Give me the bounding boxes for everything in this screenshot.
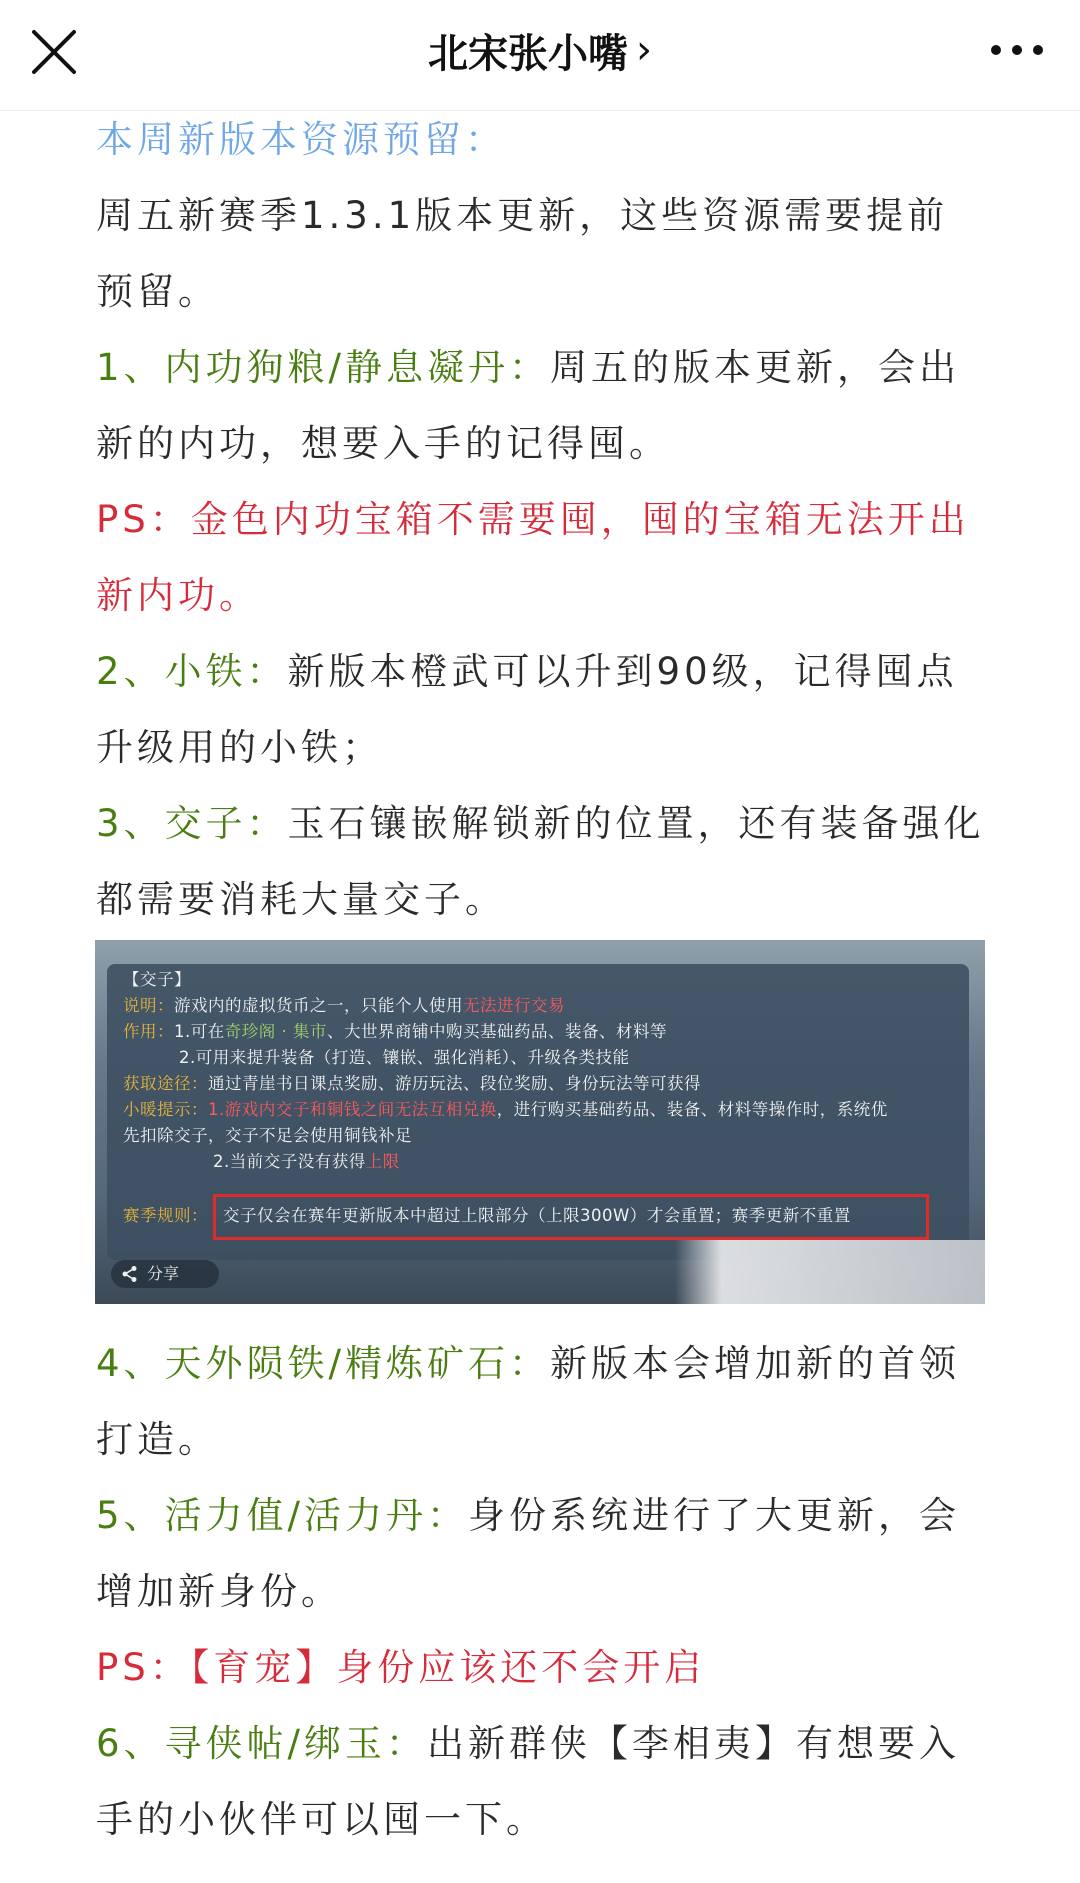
game-screenshot[interactable] <box>95 940 985 1304</box>
item-6-label: 6、寻侠帖/绑玉： <box>96 1722 428 1765</box>
item-4-text: 新版本会增加新的首领打造。 <box>96 1342 961 1461</box>
info-get: 获取途径：通过青崖书日课点奖励、游历玩法、段位奖励、身份玩法等可获得 <box>123 1074 701 1093</box>
item-2-label: 2、小铁： <box>96 650 288 693</box>
item-6 <box>96 1706 986 1858</box>
share-label: 分享 <box>147 1264 180 1283</box>
info-rule: 赛季规则： <box>123 1206 208 1225</box>
highlight-box <box>213 1194 929 1240</box>
info-desc: 说明：游戏内的虚拟货币之一，只能个人使用无法进行交易 <box>123 996 565 1015</box>
item-1-text: 周五的版本更新，会出新的内功，想要入手的记得囤。 <box>96 346 961 465</box>
blurred-area <box>675 1240 985 1304</box>
item-2 <box>96 634 986 786</box>
ps-note-1: PS：金色内功宝箱不需要囤，囤的宝箱无法开出新内功。 <box>96 498 970 617</box>
item-2-text: 新版本橙武可以升到90级，记得囤点升级用的小铁； <box>96 650 958 769</box>
article-body-continued <box>96 1326 986 1858</box>
article-body <box>96 102 986 938</box>
chevron-right-icon: › <box>636 27 652 73</box>
more-icon[interactable] <box>982 30 1052 70</box>
item-3-label: 3、交子： <box>96 802 288 845</box>
item-1 <box>96 330 986 482</box>
share-button[interactable] <box>111 1260 219 1288</box>
item-3-text: 玉石镶嵌解锁新的位置，还有装备强化都需要消耗大量交子。 <box>96 802 985 921</box>
info-use-1: 作用：1.可在奇珍阁 · 集市、大世界商铺中购买基础药品、装备、材料等 <box>123 1022 667 1041</box>
ps-note-2: PS：【育宠】身份应该还不会开启 <box>96 1646 706 1689</box>
page-title: 北宋张小嘴 <box>428 30 628 77</box>
info-use-2: 2.可用来提升装备（打造、镶嵌、强化消耗）、升级各类技能 <box>179 1048 630 1067</box>
item-4 <box>96 1326 986 1478</box>
share-icon <box>121 1265 139 1283</box>
info-tip-1: 小暖提示：1.游戏内交子和铜钱之间无法互相兑换，进行购买基础药品、装备、材料等操作时，系统优 <box>123 1100 888 1119</box>
item-5-text: 身份系统进行了大更新，会增加新身份。 <box>96 1494 961 1613</box>
info-title: 【交子】 <box>123 970 191 989</box>
item-1-label: 1、内功狗粮/静息凝丹： <box>96 346 551 389</box>
item-4-label: 4、天外陨铁/精炼矿石： <box>96 1342 551 1385</box>
item-3 <box>96 786 986 938</box>
top-bar <box>0 0 1080 111</box>
account-title-link[interactable] <box>0 0 1080 100</box>
intro-paragraph: 周五新赛季1.3.1版本更新，这些资源需要提前预留。 <box>96 194 949 313</box>
info-tip-2: 2.当前交子没有获得上限 <box>213 1152 400 1171</box>
article-heading: 本周新版本资源预留： <box>96 118 506 161</box>
item-5-label: 5、活力值/活力丹： <box>96 1494 469 1537</box>
item-5 <box>96 1478 986 1630</box>
info-rule-text: 交子仅会在赛年更新版本中超过上限部分（上限300W）才会重置；赛季更新不重置 <box>223 1206 851 1225</box>
item-6-text: 出新群侠【李相夷】有想要入手的小伙伴可以囤一下。 <box>96 1722 961 1841</box>
info-tip-1-cont: 先扣除交子，交子不足会使用铜钱补足 <box>123 1126 412 1145</box>
